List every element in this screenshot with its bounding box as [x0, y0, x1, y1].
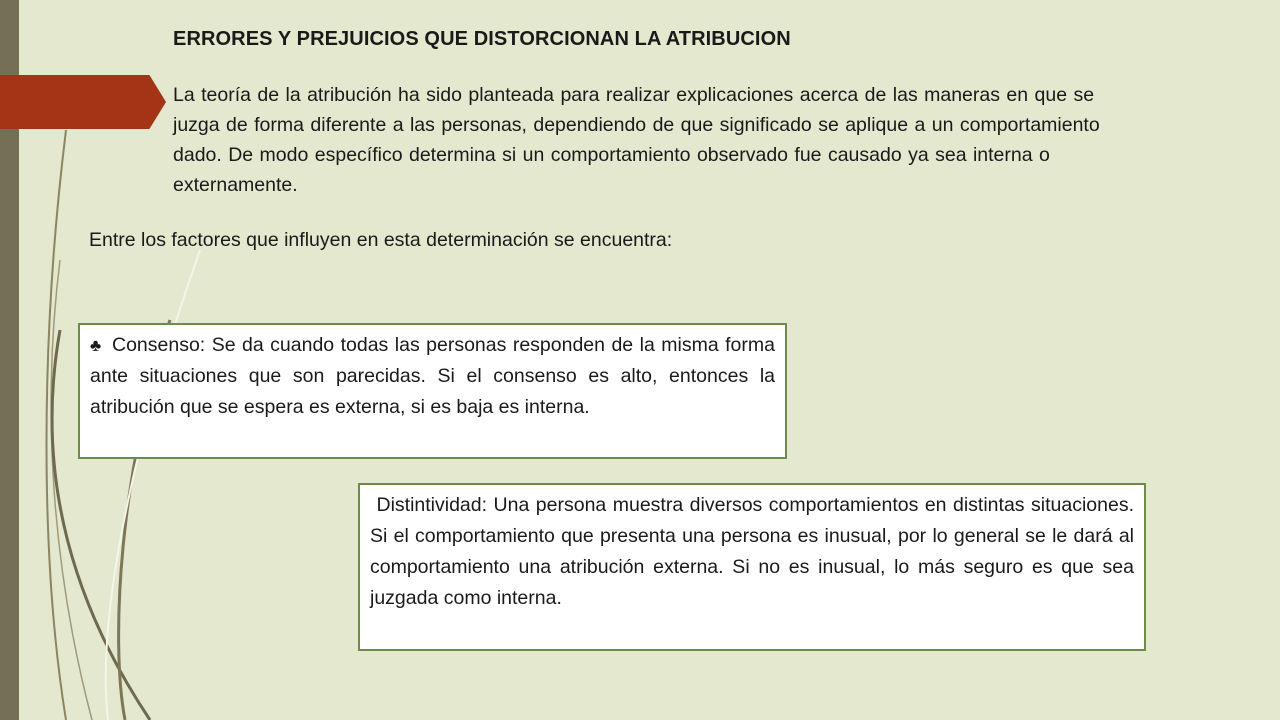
consenso-text: Consenso: Se da cuando todas las personas responden de la misma forma ante situaciones que son parecidas. Si el consenso es alto, entonces la atribución que se espera es externa, si es baja es interna. — [90, 334, 775, 418]
consenso-paragraph — [90, 330, 775, 423]
slide-title: ERRORES Y PREJUICIOS QUE DISTORCIONAN LA ATRIBUCION — [173, 28, 791, 50]
factors-intro: Entre los factores que influyen en esta determinación se encuentra: — [89, 229, 673, 251]
consenso-box — [78, 323, 787, 459]
accent-tab — [0, 75, 166, 129]
distintividad-box — [358, 483, 1146, 651]
distintividad-paragraph — [370, 490, 1134, 614]
intro-paragraph: La teoría de la atribución ha sido planteada para realizar explicaciones acerca de las maneras en que se juzga de forma diferente a las personas, dependiendo de que significado se aplique a un comportamiento dado. De modo específico determina si un comportamiento observado fue causado ya sea interna o externamente. — [173, 84, 1100, 196]
distintividad-text: Distintividad: Una persona muestra diversos comportamientos en distintas situaciones. Si el comportamiento que presenta una persona es inusual, por lo general se le dará al comportamiento una atribución externa. Si no es inusual, lo más seguro es que sea juzgada como interna. — [370, 494, 1134, 609]
club-icon: ♣ — [90, 336, 102, 355]
